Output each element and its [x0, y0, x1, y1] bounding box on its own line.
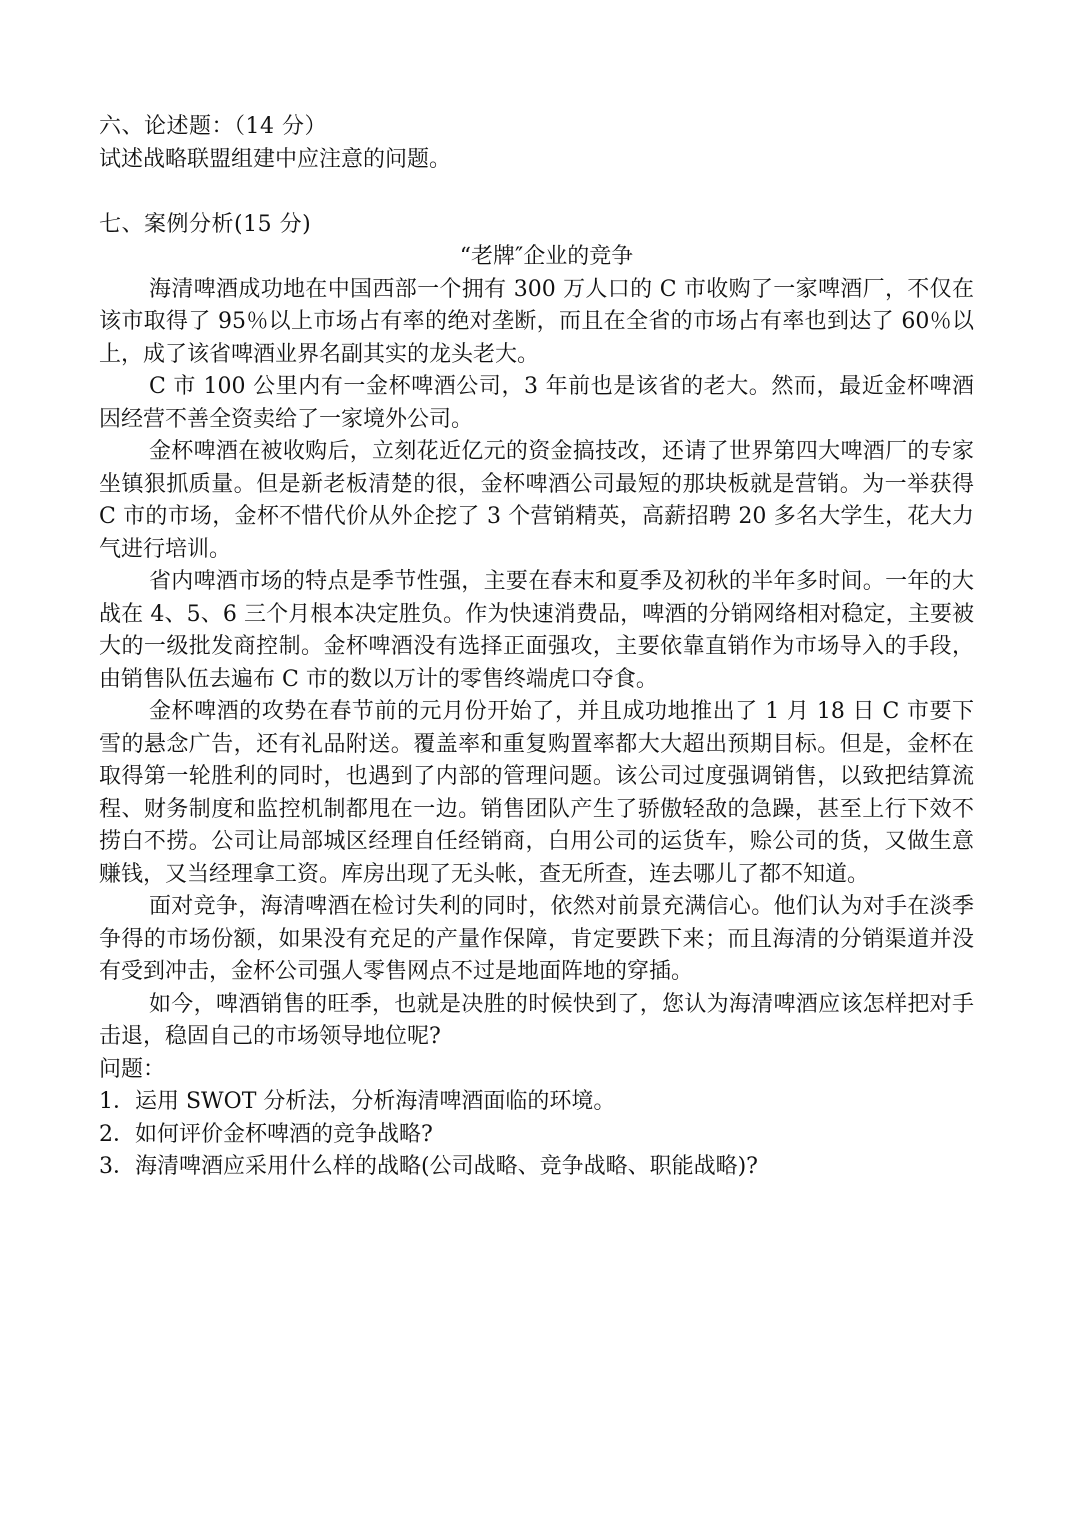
case-paragraph-1: 海清啤酒成功地在中国西部一个拥有 300 万人口的 C 市收购了一家啤酒厂，不仅在该市取得了 95％以上市场占有率的绝对垄断，而且在全省的市场占有率也到达了 60％以上，成了该省啤酒业界名副其实的龙头老大。 [99, 276, 974, 367]
section6-heading: 六、论述题：（14 分） [99, 114, 327, 139]
question-item-2: 2．如何评价金杯啤酒的竞争战略? [99, 1121, 433, 1147]
spacer [99, 176, 974, 209]
section7-heading: 七、案例分析(15 分) [99, 211, 312, 237]
questions-label: 问题： [99, 1056, 166, 1082]
case-title: “老牌″企业的竞争 [459, 244, 634, 269]
question-item-1: 1．运用 SWOT 分析法，分析海清啤酒面临的环境。 [99, 1089, 616, 1114]
case-paragraph-7: 如今，啤酒销售的旺季，也就是决胜的时候快到了，您认为海清啤酒应该怎样把对手击退，稳固自己的市场领导地位呢? [99, 991, 974, 1049]
document-page [99, 111, 974, 1184]
question-item-3: 3．海清啤酒应采用什么样的战略(公司战略、竞争战略、职能战略)? [99, 1154, 758, 1179]
case-paragraph-5: 金杯啤酒的攻势在春节前的元月份开始了，并且成功地推出了 1 月 18 日 C 市要下雪的悬念广告，还有礼品附送。覆盖率和重复购置率都大大超出预期目标。但是，金杯在取得第一轮胜利的同时，也遇到了内部的管理问题。该公司过度强调销售，以致把结算流程、财务制度和监控机制都甩在一边。销售团队产生了骄傲轻敌的急躁，甚至上行下效不捞白不捞。公司让局部城区经理自任经销商，白用公司的运货车，赊公司的货，又做生意赚钱，又当经理拿工资。库房出现了无头帐，查无所查，连去哪儿了都不知道。 [99, 699, 974, 887]
section6-question: 试述战略联盟组建中应注意的问题。 [99, 146, 452, 172]
case-paragraph-3: 金杯啤酒在被收购后，立刻花近亿元的资金搞技改，还请了世界第四大啤酒厂的专家坐镇狠抓质量。但是新老板清楚的很，金杯啤酒公司最短的那块板就是营销。为一举获得 C 市的市场，金杯不惜代价从外企挖了 3 个营销精英，高薪招聘 20 多名大学生，花大力气进行培训。 [99, 439, 974, 562]
case-paragraph-4: 省内啤酒市场的特点是季节性强，主要在春末和夏季及初秋的半年多时间。一年的大战在 4、5、6 三个月根本决定胜负。作为快速消费品，啤酒的分销网络相对稳定，主要被大的一级批发商控制。金杯啤酒没有选择正面强攻，主要依靠直销作为市场导入的手段，由销售队伍去遍布 C 市的数以万计的零售终端虎口夺食。 [99, 569, 974, 692]
case-paragraph-2: C 市 100 公里内有一金杯啤酒公司，3 年前也是该省的老大。然而，最近金杯啤酒因经营不善全资卖给了一家境外公司。 [99, 374, 974, 432]
questions-block [99, 1054, 974, 1184]
case-paragraph-6: 面对竞争，海清啤酒在检讨失利的同时，依然对前景充满信心。他们认为对手在淡季争得的市场份额，如果没有充足的产量作保障，肯定要跌下来；而且海清的分销渠道并没有受到冲击，金杯公司强人零售网点不过是地面阵地的穿插。 [99, 894, 974, 984]
